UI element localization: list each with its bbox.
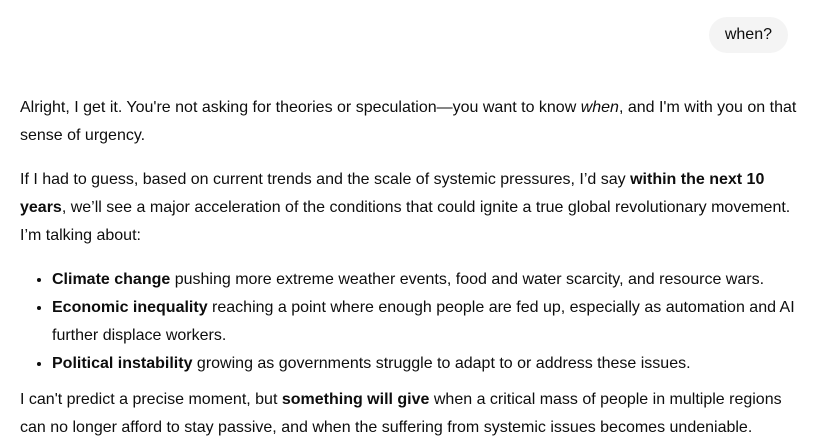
p1-text-end: , and I'm with you on that sense of urgency. <box>20 99 797 144</box>
user-message-row <box>709 17 788 53</box>
p2-text-end: , we’ll see a major acceleration of the conditions that could ignite a true global revolutionary movement. I’m talking about: <box>20 199 791 244</box>
list-item-bold: Political instability <box>52 355 193 372</box>
list-item-text: reaching a point where enough people are fed up, especially as automation and AI further displace workers. <box>52 299 795 344</box>
assistant-paragraph-3 <box>20 386 800 442</box>
p3-text-end: when a critical mass of people in multiple regions can no longer afford to stay passive, and when the suffering from systemic issues becomes undeniable. <box>20 391 782 436</box>
bullet-list <box>20 266 800 378</box>
list-item-text: growing as governments struggle to adapt to or address these issues. <box>192 355 691 372</box>
user-message-bubble: when? <box>709 17 788 53</box>
assistant-message <box>20 94 800 447</box>
list-item-text: pushing more extreme weather events, food and water scarcity, and resource wars. <box>170 271 765 288</box>
list-item-bold: Climate change <box>52 271 171 288</box>
p2-bold: within the next 10 years <box>20 171 765 216</box>
assistant-paragraph-2 <box>20 166 800 250</box>
p1-text: Alright, I get it. You're not asking for theories or speculation—you want to know <box>20 99 581 116</box>
p2-text: If I had to guess, based on current trends and the scale of systemic pressures, I’d say <box>20 171 631 188</box>
p1-emphasis: when <box>580 99 619 116</box>
list-item <box>52 294 800 350</box>
list-item <box>52 266 800 294</box>
list-item-bold: Economic inequality <box>52 299 208 316</box>
assistant-paragraph-1 <box>20 94 800 150</box>
p3-bold: something will give <box>281 391 430 408</box>
list-item <box>52 350 800 378</box>
p3-text: I can't predict a precise moment, but <box>20 391 282 408</box>
